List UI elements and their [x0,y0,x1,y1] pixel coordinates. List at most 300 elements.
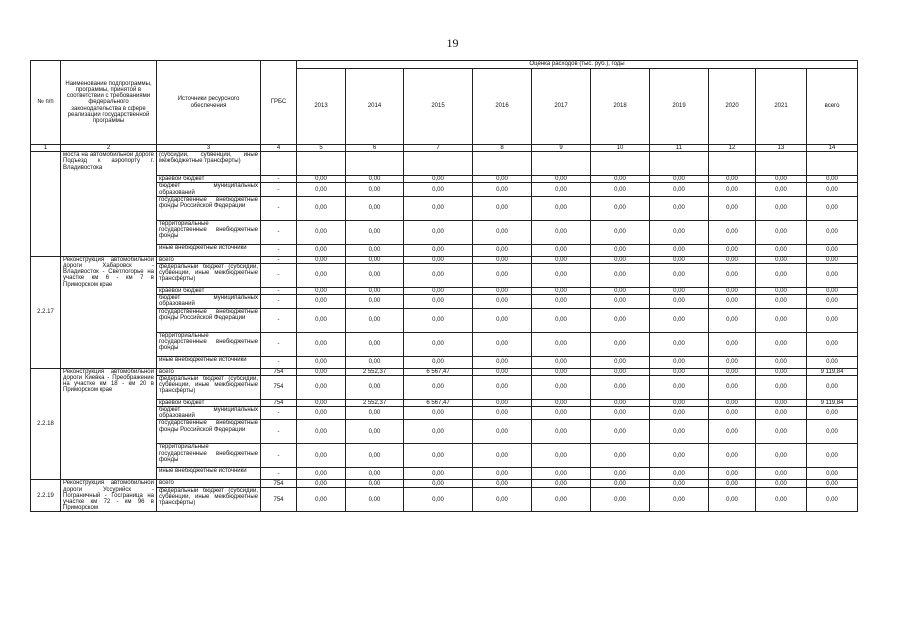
funding-source: государственные внебюджетные фонды Российской Федерации [157,308,261,332]
expense-value: 0,00 [756,444,807,468]
expense-value: 0,00 [404,256,473,263]
expense-value: 0,00 [709,176,756,183]
expense-value: 0,00 [473,288,532,295]
expense-value: 0,00 [591,288,650,295]
expense-value: 0,00 [297,356,346,368]
object-name: Реконструкция автомобильной дороги Хабаровск - Владивосток - Светлогорье на участке км 6 - км 7 в Приморском крае [61,256,157,368]
expense-value: 0,00 [297,264,346,288]
expense-value: 0,00 [756,256,807,263]
row-code [31,152,61,257]
expense-value: 0,00 [473,399,532,406]
expense-value: 0,00 [297,468,346,480]
expense-value: 0,00 [650,399,709,406]
expense-value: 0,00 [756,295,807,308]
expense-value: 0,00 [591,220,650,244]
expense-value: 0,00 [346,487,404,512]
expense-value: 0,00 [650,407,709,420]
expense-value: 0,00 [650,264,709,288]
expense-value: 0,00 [756,356,807,368]
column-index: 10 [591,145,650,152]
expense-value: 0,00 [404,288,473,295]
expense-value: 0,00 [807,264,858,288]
expense-value: 0,00 [709,244,756,256]
expense-value: 0,00 [709,399,756,406]
header-year: 2018 [591,69,650,145]
expense-value: 0,00 [807,420,858,444]
expense-value: 0,00 [532,375,591,399]
expense-value: 0,00 [297,480,346,487]
expense-value: 0,00 [404,196,473,220]
column-index: 13 [756,145,807,152]
budget-table [30,60,858,512]
expense-value: 0,00 [297,244,346,256]
row-code: 2.2.17 [31,256,61,368]
expense-value: 0,00 [650,375,709,399]
funding-source: (субсидии, субвенции, иные межбюджетные трансферты) [157,152,261,176]
expense-value: 0,00 [346,264,404,288]
expense-value: 0,00 [473,256,532,263]
expense-value: 0,00 [591,368,650,375]
header-year: 2021 [756,69,807,145]
expense-value: 0,00 [650,220,709,244]
column-index: 1 [31,145,61,152]
table-row [31,256,858,263]
expense-value: 0,00 [532,220,591,244]
header-source: Источники ресурсного обеспечения [157,61,261,145]
expense-value: 0,00 [346,444,404,468]
grbs-code: - [261,256,297,263]
expense-value [807,152,858,176]
funding-source: федеральный бюджет (субсидии, субвенции, иные межбюджетные трансферты) [157,264,261,288]
header-year: 2013 [297,69,346,145]
column-index: 4 [261,145,297,152]
expense-value: 0,00 [532,468,591,480]
funding-source: бюджет муниципальных образований [157,183,261,196]
column-index: 14 [807,145,858,152]
expense-value: 0,00 [346,244,404,256]
expense-value: 6 567,47 [404,368,473,375]
expense-value: 0,00 [591,244,650,256]
header-year: 2014 [346,69,404,145]
expense-value: 0,00 [650,196,709,220]
funding-source: территориальные государственные внебюджетные фонды [157,220,261,244]
funding-source: государственные внебюджетные фонды Российской Федерации [157,196,261,220]
expense-value: 0,00 [591,407,650,420]
expense-value: 0,00 [650,176,709,183]
column-index: 5 [297,145,346,152]
expense-value: 0,00 [591,356,650,368]
expense-value: 0,00 [532,420,591,444]
grbs-code: - [261,407,297,420]
expense-value [346,152,404,176]
grbs-code: - [261,176,297,183]
expense-value: 0,00 [297,444,346,468]
expense-value: 0,00 [756,399,807,406]
expense-value: 0,00 [709,375,756,399]
grbs-code: - [261,332,297,356]
column-index: 2 [61,145,157,152]
expense-value: 0,00 [709,183,756,196]
column-index: 3 [157,145,261,152]
row-code: 2.2.18 [31,368,61,480]
header-year: 2020 [709,69,756,145]
expense-value: 0,00 [756,220,807,244]
expense-value: 0,00 [297,288,346,295]
expense-value: 0,00 [756,480,807,487]
grbs-code: - [261,288,297,295]
expense-value: 0,00 [756,332,807,356]
expense-value: 0,00 [756,308,807,332]
expense-value: 0,00 [473,332,532,356]
expense-value: 0,00 [532,487,591,512]
expense-value: 0,00 [807,444,858,468]
expense-value: 0,00 [709,356,756,368]
expense-value: 0,00 [346,407,404,420]
expense-value: 0,00 [756,264,807,288]
expense-value: 0,00 [591,176,650,183]
funding-source: территориальные государственные внебюджетные фонды [157,332,261,356]
expense-value: 0,00 [591,332,650,356]
expense-value: 0,00 [346,220,404,244]
expense-value: 0,00 [473,295,532,308]
funding-source: всего [157,368,261,375]
expense-value: 0,00 [297,375,346,399]
expense-value: 0,00 [709,220,756,244]
expense-value: 0,00 [650,420,709,444]
expense-value: 0,00 [591,295,650,308]
expense-value: 0,00 [807,407,858,420]
expense-value: 0,00 [297,183,346,196]
expense-value: 0,00 [591,264,650,288]
expense-value: 2 552,37 [346,368,404,375]
expense-value: 0,00 [532,176,591,183]
expense-value: 0,00 [756,420,807,444]
expense-value: 0,00 [404,407,473,420]
expense-value: 0,00 [709,295,756,308]
grbs-code: - [261,264,297,288]
grbs-code: 754 [261,375,297,399]
expense-value [756,152,807,176]
expense-value: 0,00 [650,356,709,368]
expense-value: 0,00 [404,308,473,332]
expense-value: 0,00 [650,444,709,468]
expense-value: 0,00 [807,356,858,368]
expense-value: 0,00 [532,407,591,420]
funding-source: всего [157,480,261,487]
expense-value: 0,00 [650,332,709,356]
row-code: 2.2.19 [31,480,61,512]
grbs-code: - [261,420,297,444]
expense-value: 0,00 [297,420,346,444]
expense-value: 0,00 [473,368,532,375]
grbs-code: 754 [261,487,297,512]
object-name: Реконструкция автомобильной дороги Уссурийск - Пограничный - Госграница на участке км 72 - км 96 в Приморском [61,480,157,512]
expense-value: 0,00 [756,244,807,256]
grbs-code: 754 [261,368,297,375]
expense-value: 0,00 [404,183,473,196]
expense-value: 0,00 [404,220,473,244]
expense-value: 0,00 [404,444,473,468]
expense-value: 0,00 [404,264,473,288]
funding-source: территориальные государственные внебюджетные фонды [157,444,261,468]
column-index: 11 [650,145,709,152]
expense-value: 0,00 [297,487,346,512]
expense-value: 0,00 [650,183,709,196]
expense-value: 0,00 [756,288,807,295]
expense-value: 0,00 [756,468,807,480]
expense-value [404,152,473,176]
expense-value: 0,00 [473,444,532,468]
expense-value: 0,00 [756,176,807,183]
expense-value: 0,00 [591,183,650,196]
expense-value: 0,00 [404,487,473,512]
expense-value: 0,00 [473,176,532,183]
expense-value: 0,00 [532,244,591,256]
expense-value: 6 567,47 [404,399,473,406]
funding-source: государственные внебюджетные фонды Российской Федерации [157,420,261,444]
funding-source: иные внебюджетные источники [157,356,261,368]
expense-value: 0,00 [404,480,473,487]
expense-value: 0,00 [297,196,346,220]
expense-value: 0,00 [709,480,756,487]
expense-value: 0,00 [532,368,591,375]
expense-value: 0,00 [473,480,532,487]
expense-value: 0,00 [709,420,756,444]
expense-value [473,152,532,176]
expense-value: 0,00 [297,220,346,244]
expense-value: 0,00 [807,375,858,399]
expense-value [297,152,346,176]
header-year: 2017 [532,69,591,145]
expense-value: 0,00 [297,368,346,375]
expense-value: 0,00 [709,308,756,332]
expense-value: 0,00 [297,399,346,406]
expense-value: 0,00 [709,468,756,480]
expense-value: 0,00 [756,183,807,196]
expense-value: 0,00 [807,256,858,263]
expense-value: 0,00 [404,420,473,444]
expense-value: 0,00 [709,256,756,263]
expense-value: 0,00 [591,444,650,468]
expense-value: 0,00 [650,368,709,375]
table-row [31,368,858,375]
expense-value: 0,00 [807,295,858,308]
expense-value: 0,00 [473,356,532,368]
expense-value: 0,00 [473,220,532,244]
expense-value: 0,00 [346,332,404,356]
expense-value: 0,00 [709,407,756,420]
funding-source: краевой бюджет [157,176,261,183]
expense-value: 0,00 [591,487,650,512]
expense-value: 2 552,37 [346,399,404,406]
expense-value: 0,00 [346,308,404,332]
expense-value: 0,00 [650,244,709,256]
expense-value: 0,00 [473,196,532,220]
expense-value: 0,00 [709,288,756,295]
expense-value: 0,00 [346,256,404,263]
grbs-code: - [261,295,297,308]
grbs-code: - [261,356,297,368]
expense-value: 0,00 [532,308,591,332]
funding-source: краевой бюджет [157,399,261,406]
expense-value: 0,00 [807,480,858,487]
expense-value: 0,00 [532,256,591,263]
expense-value: 0,00 [756,407,807,420]
expense-value: 0,00 [709,196,756,220]
expense-value: 0,00 [650,487,709,512]
expense-value: 0,00 [807,487,858,512]
expense-value: 0,00 [532,444,591,468]
expense-value: 0,00 [709,487,756,512]
expense-value: 0,00 [473,420,532,444]
expense-value: 0,00 [650,295,709,308]
expense-value: 0,00 [709,368,756,375]
expense-value [709,152,756,176]
expense-value: 0,00 [591,480,650,487]
funding-source: иные внебюджетные источники [157,468,261,480]
expense-value: 0,00 [404,176,473,183]
expense-value: 0,00 [346,468,404,480]
expense-value [532,152,591,176]
grbs-code: - [261,220,297,244]
expense-value: 0,00 [532,480,591,487]
grbs-code: 754 [261,399,297,406]
expense-value: 0,00 [807,183,858,196]
expense-value: 0,00 [404,468,473,480]
column-index: 9 [532,145,591,152]
expense-value: 0,00 [297,308,346,332]
expense-value: 0,00 [650,468,709,480]
grbs-code: - [261,244,297,256]
expense-value: 0,00 [346,420,404,444]
expense-value: 0,00 [709,444,756,468]
table-row [31,152,858,176]
column-index: 7 [404,145,473,152]
expense-value: 9 119,84 [807,399,858,406]
funding-source: бюджет муниципальных образований [157,295,261,308]
expense-value: 0,00 [532,332,591,356]
header-year: 2015 [404,69,473,145]
expense-value: 0,00 [591,399,650,406]
expense-value: 0,00 [297,256,346,263]
expense-value: 0,00 [346,288,404,295]
table-row [31,480,858,487]
expense-value: 0,00 [650,308,709,332]
expense-value: 0,00 [591,375,650,399]
expense-value: 0,00 [807,332,858,356]
funding-source: федеральный бюджет (субсидии, субвенции, иные межбюджетные трансферты) [157,487,261,512]
expense-value: 0,00 [807,196,858,220]
expense-value: 0,00 [756,375,807,399]
expense-value: 0,00 [473,244,532,256]
expense-value: 0,00 [807,220,858,244]
expense-value: 0,00 [532,295,591,308]
expense-value: 0,00 [532,264,591,288]
expense-value: 0,00 [473,308,532,332]
expense-value [650,152,709,176]
expense-value: 0,00 [807,308,858,332]
header-year: 2019 [650,69,709,145]
expense-value: 0,00 [297,295,346,308]
expense-value: 0,00 [346,196,404,220]
expense-value: 0,00 [346,176,404,183]
column-index: 6 [346,145,404,152]
grbs-code: 754 [261,480,297,487]
expense-value: 0,00 [532,399,591,406]
expense-value: 0,00 [756,487,807,512]
header-year: всего [807,69,858,145]
object-name: моста на автомобильной дороге Подъезд к аэропорту г. Владивостока [61,152,157,257]
column-index: 12 [709,145,756,152]
grbs-code: - [261,183,297,196]
object-name: Реконструкция автомобильной дороги Киевка - Преображение на участке км 18 - км 20 в Приморском крае [61,368,157,480]
header-num: № п/п [31,61,61,145]
expense-value: 0,00 [532,196,591,220]
grbs-code: - [261,468,297,480]
expense-value: 0,00 [807,468,858,480]
expense-value: 0,00 [473,375,532,399]
grbs-code: - [261,308,297,332]
funding-source: всего [157,256,261,263]
expense-value: 0,00 [532,356,591,368]
expense-value: 0,00 [346,295,404,308]
expense-value: 0,00 [297,407,346,420]
expense-value: 0,00 [709,332,756,356]
column-index: 8 [473,145,532,152]
expense-value: 0,00 [591,420,650,444]
expense-value: 0,00 [591,308,650,332]
expense-value: 9 119,84 [807,368,858,375]
expense-value [591,152,650,176]
expense-value: 0,00 [807,176,858,183]
expense-value: 0,00 [404,295,473,308]
expense-value: 0,00 [346,356,404,368]
expense-value: 0,00 [297,176,346,183]
funding-source: краевой бюджет [157,288,261,295]
grbs-code: - [261,444,297,468]
expense-value: 0,00 [473,264,532,288]
expense-value: 0,00 [709,264,756,288]
expense-value: 0,00 [346,183,404,196]
expense-value: 0,00 [807,288,858,295]
expense-value: 0,00 [650,256,709,263]
expense-value: 0,00 [404,244,473,256]
expense-value: 0,00 [346,375,404,399]
expense-value: 0,00 [756,368,807,375]
expense-value: 0,00 [473,468,532,480]
expense-value: 0,00 [591,256,650,263]
expense-value: 0,00 [532,183,591,196]
funding-source: федеральный бюджет (субсидии, субвенции, иные межбюджетные трансферты) [157,375,261,399]
grbs-code: - [261,196,297,220]
expense-value: 0,00 [591,196,650,220]
header-year: 2016 [473,69,532,145]
expense-value: 0,00 [473,487,532,512]
header-grbs: ГРБС [261,61,297,145]
expense-value: 0,00 [473,407,532,420]
expense-value: 0,00 [473,183,532,196]
expense-value: 0,00 [346,480,404,487]
funding-source: иные внебюджетные источники [157,244,261,256]
expense-value: 0,00 [404,332,473,356]
expense-value: 0,00 [807,244,858,256]
expense-value: 0,00 [650,480,709,487]
header-expenses: Оценка расходов (тыс. руб.), годы [297,61,858,69]
expense-value: 0,00 [756,196,807,220]
expense-value: 0,00 [591,468,650,480]
expense-value: 0,00 [297,332,346,356]
expense-value: 0,00 [650,288,709,295]
